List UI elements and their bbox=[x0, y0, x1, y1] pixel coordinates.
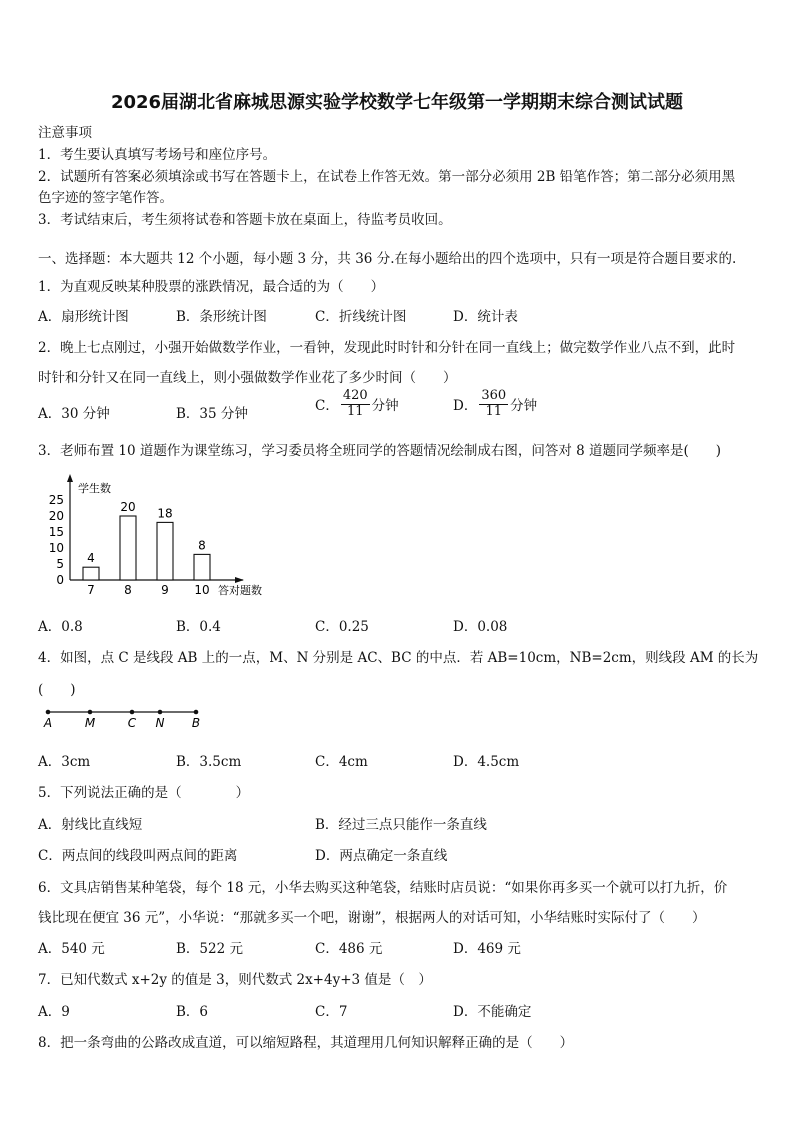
data-label: 8 bbox=[198, 538, 206, 553]
option-a[interactable]: A．9 bbox=[38, 1004, 70, 1020]
fraction bbox=[479, 389, 508, 420]
point-label-m: M bbox=[84, 716, 96, 730]
point-m bbox=[88, 710, 93, 715]
fraction-numerator: 420 bbox=[342, 388, 368, 403]
y-axis-title: 学生数 bbox=[78, 482, 111, 495]
option-d[interactable] bbox=[453, 389, 537, 420]
point-label-n: N bbox=[155, 716, 165, 730]
bar bbox=[157, 522, 173, 580]
option-c[interactable]: C．0.25 bbox=[315, 619, 369, 635]
chart-layer bbox=[49, 474, 262, 597]
page-title: 2026届湖北省麻城思源实验学校数学七年级第一学期期末综合测试试题 bbox=[110, 92, 684, 113]
y-tick-label: 10 bbox=[48, 541, 64, 555]
fraction-denominator: 11 bbox=[346, 403, 364, 419]
segment-diagram bbox=[36, 704, 216, 732]
data-label: 20 bbox=[120, 500, 136, 514]
option-a[interactable]: A．射线比直线短 bbox=[38, 817, 143, 833]
option-d[interactable]: D．两点确定一条直线 bbox=[315, 848, 448, 864]
bar bbox=[120, 516, 136, 580]
question-6-text: 6．文具店销售某种笔袋，每个 18 元，小华去购买这种笔袋，结账时店员说：“如果你再多买一个就可以打九折，价 bbox=[38, 880, 728, 896]
point-n bbox=[158, 710, 163, 715]
option-b[interactable]: B．0.4 bbox=[176, 619, 221, 635]
option-b[interactable]: B．3.5cm bbox=[176, 754, 242, 770]
y-tick-label: 20 bbox=[48, 509, 64, 523]
option-d[interactable]: D．不能确定 bbox=[453, 1004, 532, 1020]
question-1-text: 1．为直观反映某种股票的涨跌情况，最合适的为（ ） bbox=[38, 279, 385, 295]
option-d[interactable]: D．0.08 bbox=[453, 619, 508, 635]
option-a[interactable]: A．扇形统计图 bbox=[38, 309, 129, 325]
option-d[interactable]: D．统计表 bbox=[453, 309, 518, 325]
section-heading: 一、选择题：本大题共 12 个小题，每小题 3 分，共 36 分.在每小题给出的四个选项中，只有一项是符合题目要求的. bbox=[38, 251, 737, 267]
option-c[interactable]: C．两点间的线段叫两点间的距离 bbox=[38, 848, 238, 864]
bar bbox=[83, 567, 99, 580]
fraction-denominator: 11 bbox=[485, 403, 503, 419]
option-c[interactable]: C．486 元 bbox=[315, 941, 383, 957]
question-3-text: 3．老师布置 10 道题作为课堂练习，学习委员将全班同学的答题情况绘制成右图，问答对 8 道题同学频率是( ) bbox=[38, 443, 722, 459]
option-b[interactable]: B．经过三点只能作一条直线 bbox=[315, 817, 487, 833]
option-c[interactable]: C．4cm bbox=[315, 754, 368, 770]
bar bbox=[194, 554, 210, 580]
option-d-label: D． bbox=[453, 398, 478, 415]
option-c[interactable]: C．7 bbox=[315, 1004, 348, 1020]
option-b[interactable]: B．35 分钟 bbox=[176, 406, 248, 422]
question-2-text: 2．晚上七点刚过，小强开始做数学作业，一看钟，发现此时时针和分针在同一直线上；做完数学作业八点不到，此时 bbox=[38, 340, 736, 356]
question-6-text-cont: 钱比现在便宜 36 元”，小华说：“那就多买一个吧，谢谢”，根据两人的对话可知，小华结账时实际付了（ ） bbox=[38, 910, 706, 926]
x-tick-label: 7 bbox=[87, 583, 95, 597]
y-tick-label: 0 bbox=[56, 573, 64, 587]
notice-item: 2．试题所有答案必须填涂或书写在答题卡上，在试卷上作答无效。第一部分必须用 2B 铅笔作答；第二部分必须用黑 bbox=[38, 169, 736, 185]
notice-item: 色字迹的签字笔作答。 bbox=[38, 190, 173, 206]
option-d-unit: 分钟 bbox=[510, 398, 538, 415]
option-a[interactable]: A．3cm bbox=[38, 754, 91, 770]
bar-chart bbox=[38, 470, 278, 600]
notice-heading: 注意事项 bbox=[38, 125, 92, 141]
option-c-unit: 分钟 bbox=[371, 398, 399, 415]
y-tick-label: 5 bbox=[56, 557, 64, 571]
fraction bbox=[341, 389, 370, 420]
question-4-text: 4．如图，点 C 是线段 AB 上的一点，M、N 分别是 AC、BC 的中点．若 AB=10cm，NB=2cm，则线段 AM 的长为 bbox=[38, 650, 759, 666]
x-axis-arrow bbox=[235, 577, 244, 583]
point-b bbox=[194, 710, 199, 715]
fraction-numerator: 360 bbox=[481, 388, 507, 403]
option-c[interactable] bbox=[315, 389, 399, 420]
question-8-text: 8．把一条弯曲的公路改成直道，可以缩短路程，其道理用几何知识解释正确的是（ ） bbox=[38, 1035, 574, 1051]
point-a bbox=[46, 710, 51, 715]
option-a[interactable]: A．540 元 bbox=[38, 941, 105, 957]
option-d[interactable]: D．4.5cm bbox=[453, 754, 520, 770]
x-tick-label: 8 bbox=[124, 583, 132, 597]
data-label: 4 bbox=[87, 551, 95, 566]
option-b[interactable]: B．6 bbox=[176, 1004, 209, 1020]
option-d[interactable]: D．469 元 bbox=[453, 941, 521, 957]
x-axis-title: 答对题数 bbox=[218, 584, 262, 597]
point-c bbox=[130, 710, 135, 715]
question-5-text: 5．下列说法正确的是（ ） bbox=[38, 785, 250, 801]
y-tick-label: 25 bbox=[48, 493, 64, 507]
question-7-text: 7．已知代数式 x+2y 的值是 3，则代数式 2x+4y+3 值是（ ） bbox=[38, 972, 432, 988]
y-axis-arrow bbox=[67, 474, 73, 482]
option-a[interactable]: A．0.8 bbox=[38, 619, 83, 635]
notice-item: 1．考生要认真填写考场号和座位序号。 bbox=[38, 147, 277, 163]
option-b[interactable]: B．条形统计图 bbox=[176, 309, 267, 325]
notice-item: 3．考试结束后，考生须将试卷和答题卡放在桌面上，待监考员收回。 bbox=[38, 212, 452, 228]
option-a[interactable]: A．30 分钟 bbox=[38, 406, 110, 422]
point-label-a: A bbox=[43, 716, 53, 730]
x-tick-label: 10 bbox=[194, 583, 210, 597]
question-2-text-cont: 时针和分针又在同一直线上，则小强做数学作业花了多少时间（ ） bbox=[38, 370, 457, 386]
option-c[interactable]: C．折线统计图 bbox=[315, 309, 407, 325]
point-label-b: B bbox=[191, 716, 201, 730]
option-c-label: C． bbox=[315, 398, 339, 415]
question-4-paren: ( ) bbox=[38, 682, 76, 698]
point-label-c: C bbox=[127, 716, 137, 730]
y-tick-label: 15 bbox=[48, 525, 64, 539]
option-b[interactable]: B．522 元 bbox=[176, 941, 243, 957]
x-tick-label: 9 bbox=[161, 583, 169, 597]
data-label: 18 bbox=[157, 506, 173, 521]
